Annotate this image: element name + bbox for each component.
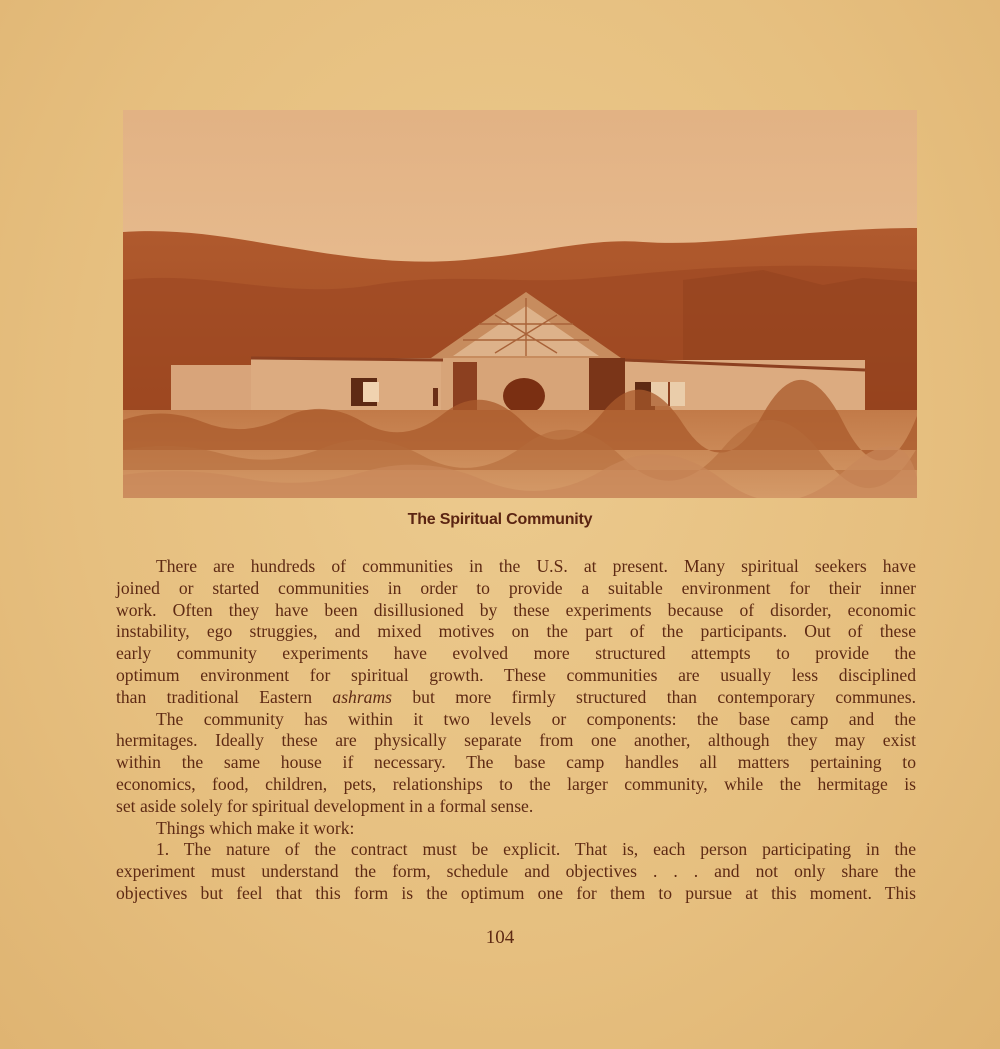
text-line: Things which make it work:: [156, 817, 355, 838]
community-building-photo: [123, 110, 917, 498]
article-body: [116, 556, 916, 905]
text-line: 1. The nature of the contract must be explicit. That is, each person participating in the: [156, 839, 916, 860]
text-line: joined or started communities in order to provide a suitable environment for their inner: [116, 577, 916, 598]
text-line: early community experiments have evolved more structured attempts to provide the: [116, 643, 916, 664]
text-line: objectives but feel that this form is the optimum one for them to pursue at this moment. This: [116, 882, 916, 903]
page-number: 104: [485, 927, 515, 948]
text-line: The community has within it two levels or components: the base camp and the: [156, 708, 916, 729]
text-line: than traditional Eastern ashrams but more firmly structured than contemporary communes.: [116, 686, 916, 707]
text-line: experiment must understand the form, schedule and objectives . . . and not only share the: [116, 861, 916, 882]
text-line: optimum environment for spiritual growth. These communities are usually less disciplined: [116, 664, 916, 685]
text-line: within the same house if necessary. The base camp handles all matters pertaining to: [116, 752, 916, 773]
text-line: economics, food, children, pets, relationships to the larger community, while the hermitage is: [116, 773, 916, 794]
text-line: work. Often they have been disillusioned by these experiments because of disorder, economic: [116, 599, 916, 620]
photo-caption: The Spiritual Community: [407, 511, 593, 528]
text-line: set aside solely for spiritual development in a formal sense.: [116, 795, 534, 816]
text-line: There are hundreds of communities in the U.S. at present. Many spiritual seekers have: [156, 556, 916, 576]
text-line: instability, ego struggies, and mixed motives on the part of the participants. Out of these: [116, 621, 916, 642]
text-line: hermitages. Ideally these are physically separate from one another, although they may exist: [116, 730, 916, 751]
